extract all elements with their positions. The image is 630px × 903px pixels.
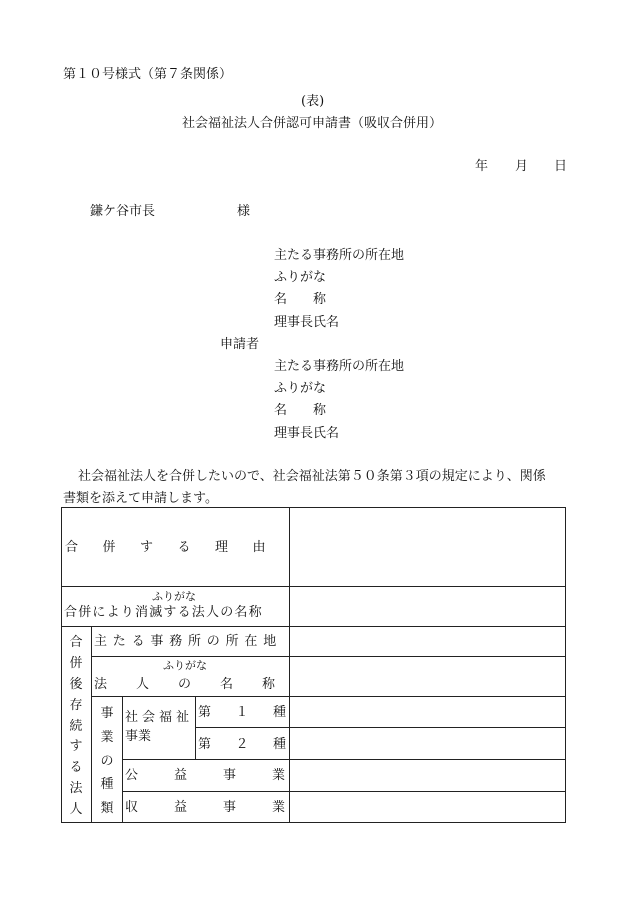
type2-label: 第 ２ 種 [198,737,286,752]
main-office-label: 主たる事務所の所在地 [94,634,283,649]
profit-business-label: 収 益 事 業 [125,800,285,815]
applicant-office-2: 主たる事務所の所在地 [274,359,405,374]
date-year: 年 [475,159,489,174]
dissolved-name-label: 合併により消滅する法人の名称 [64,605,263,620]
corp-name-label: 法人の名称 [94,677,305,692]
applicant-name-1: 名称 [274,292,353,307]
applicant-name-2: 名称 [274,403,353,418]
applicant-label: 申請者 [220,337,260,352]
dissolved-furigana: ふりがな [152,590,196,603]
applicant-office-1: 主たる事務所の所在地 [274,248,405,263]
body-line-1: 社会福祉法人を合併したいので、社会福祉法第５０条第３項の規定により、関係 [78,469,546,484]
honorific: 様 [237,204,251,219]
date-month: 月 [515,159,529,174]
form-number: 第１０号様式（第７条関係） [63,67,233,82]
applicant-rep-1: 理事長氏名 [274,315,340,330]
business-kind-label: 事 業 の 種 類 [100,706,114,816]
applicant-furigana-2: ふりがな [274,381,327,396]
date-day: 日 [554,159,568,174]
social-welfare-label: 社会福祉 [125,710,194,725]
page-title: 社会福祉法人合併認可申請書（吸収合併用） [182,116,443,131]
surviving-corp-label: 合 併 後 存 続 す る 法 人 [69,635,83,817]
applicant-furigana-1: ふりがな [274,270,327,285]
addressee: 鎌ケ谷市長 [90,204,156,219]
business-label: 事業 [125,729,152,744]
body-line-2: 書類を添えて申請します。 [63,491,218,506]
type1-label: 第 １ 種 [198,705,286,720]
reason-label: 合併する理由 [65,540,291,555]
applicant-rep-2: 理事長氏名 [274,426,340,441]
corp-furigana: ふりがな [163,659,207,672]
public-business-label: 公 益 事 業 [125,768,285,783]
front-label: (表) [301,94,325,109]
